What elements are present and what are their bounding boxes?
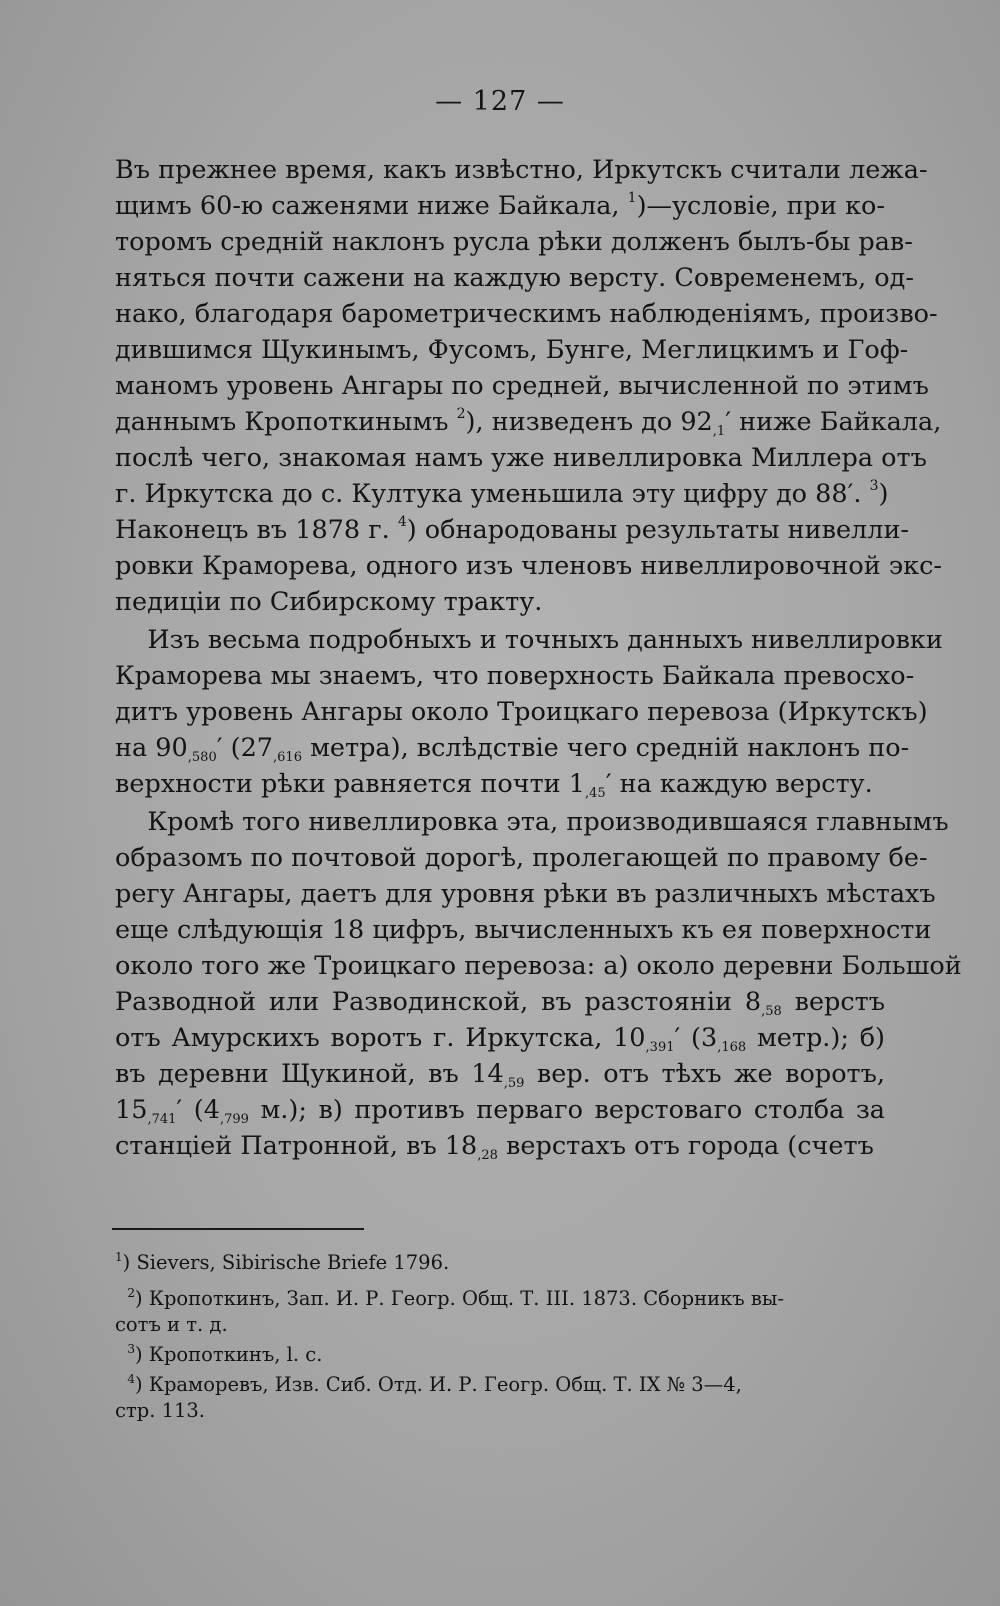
text-segment: ′ на каждую версту.	[605, 769, 873, 799]
text-segment: )—условіе, при ко-	[636, 191, 885, 221]
text-line	[115, 366, 929, 406]
text-line	[115, 510, 910, 550]
text-line	[115, 764, 885, 804]
text-line	[115, 1126, 885, 1166]
footnote-line	[115, 1310, 885, 1340]
footnote-line	[115, 1248, 885, 1278]
footnote-marker: 2	[456, 406, 466, 422]
text-segment: сотъ и т. д.	[115, 1313, 228, 1336]
text-segment: Краморева мы знаемъ, что поверхность Байкала превосхо-	[115, 661, 915, 691]
text-line	[115, 874, 936, 914]
text-segment: Наконецъ въ 1878 г.	[115, 515, 398, 545]
text-line	[115, 402, 942, 442]
decimal-subscript: ,45	[585, 786, 606, 801]
text-segment: Разводной или Разводинской, въ разстоянiи 8	[115, 987, 762, 1017]
text-segment: Изъ весьма подробныхъ и точныхъ данныхъ нивеллировки	[115, 625, 943, 655]
text-segment: ) Sievers, Sibirische Briefe 1796.	[122, 1251, 450, 1274]
text-segment	[115, 1373, 127, 1396]
text-line	[115, 728, 910, 768]
text-line	[115, 222, 913, 262]
text-segment: верстъ	[781, 987, 885, 1017]
text-line	[115, 1018, 885, 1058]
text-line	[115, 620, 943, 660]
decimal-subscript: ,168	[717, 1040, 747, 1055]
text-line	[115, 258, 914, 298]
text-segment: м.); в) противъ перваго верстоваго столба за	[248, 1095, 885, 1125]
text-segment: дитъ уровень Ангары около Троицкаго перевоза (Иркутскъ)	[115, 697, 928, 727]
footnote-separator	[112, 1228, 364, 1230]
text-line	[115, 1054, 885, 1094]
text-segment: торомъ среднiй наклонъ русла рѣки долженъ былъ-бы рав-	[115, 227, 913, 257]
text-segment: около того же Троицкаго перевоза: а) около деревни Большой	[115, 951, 962, 981]
text-segment: регу Ангары, даетъ для уровня рѣки въ различныхъ мѣстахъ	[115, 879, 936, 909]
text-segment: образомъ по почтовой дорогѣ, пролегающей по правому бе-	[115, 843, 928, 873]
text-segment: станцiей Патронной, въ 18	[115, 1131, 478, 1161]
text-segment: ′ (27	[216, 733, 274, 763]
text-line	[115, 802, 949, 842]
text-segment: на 90	[115, 733, 188, 763]
text-segment: въ деревни Щукиной, въ 14	[115, 1059, 504, 1089]
text-line	[115, 546, 942, 586]
footnote-marker: 1	[627, 190, 637, 206]
text-segment: стр. 113.	[115, 1399, 206, 1422]
decimal-subscript: ,28	[477, 1148, 498, 1163]
text-line	[115, 910, 932, 950]
text-line	[115, 330, 909, 370]
footnote-marker: 3	[127, 1342, 136, 1356]
text-segment: ′ (4	[176, 1095, 220, 1125]
text-line	[115, 438, 927, 478]
text-segment: отъ Амурскихъ воротъ г. Иркутска, 10	[115, 1023, 646, 1053]
text-segment: послѣ чего, знакомая намъ уже нивеллировка Миллера отъ	[115, 443, 927, 473]
decimal-subscript: ,1	[712, 424, 726, 439]
text-line	[115, 474, 889, 514]
decimal-subscript: ,741	[147, 1112, 177, 1127]
text-segment: Въ прежнее время, какъ извѣстно, Иркутскъ считали лежа-	[115, 155, 928, 185]
text-segment: маномъ уровень Ангары по средней, вычисленной по этимъ	[115, 371, 929, 401]
text-segment: ) Кропоткинъ, l. c.	[135, 1343, 323, 1366]
footnote-line	[115, 1396, 885, 1426]
text-segment: ′ ниже Байкала,	[725, 407, 942, 437]
text-line	[115, 582, 885, 622]
text-segment	[115, 1287, 127, 1310]
decimal-subscript: ,616	[273, 750, 302, 765]
footnote-marker: 4	[397, 514, 407, 530]
text-line	[115, 186, 885, 226]
footnote-line	[115, 1340, 885, 1370]
footnote-marker: 3	[869, 478, 879, 494]
text-segment: няться почти сажени на каждую версту. Современемъ, од-	[115, 263, 914, 293]
text-segment: нако, благодаря барометрическимъ наблюденiямъ, произво-	[115, 299, 938, 329]
text-segment: ), низведенъ до 92	[465, 407, 713, 437]
decimal-subscript: ,59	[503, 1076, 525, 1091]
decimal-subscript: ,391	[645, 1040, 675, 1055]
text-segment: даннымъ Кропоткинымъ	[115, 407, 457, 437]
footnote-marker: 2	[127, 1286, 136, 1300]
text-segment: дившимся Щукинымъ, Фусомъ, Бунге, Меглицкимъ и Гоф-	[115, 335, 909, 365]
text-line	[115, 946, 962, 986]
text-line	[115, 294, 938, 334]
decimal-subscript: ,580	[187, 750, 217, 765]
text-line	[115, 982, 885, 1022]
text-line	[115, 1090, 885, 1130]
text-segment: щимъ 60-ю саженями ниже Байкала,	[115, 191, 628, 221]
text-segment: верстахъ отъ города (счетъ	[497, 1131, 874, 1161]
footnote-marker: 1	[115, 1250, 123, 1264]
text-line	[115, 150, 928, 190]
text-segment: г. Иркутска до с. Култука уменьшила эту цифру до 88′.	[115, 479, 870, 509]
text-segment: еще слѣдующiя 18 цифръ, вычисленныхъ къ ея поверхности	[115, 915, 932, 945]
text-segment: метра), вслѣдствiе чего среднiй наклонъ по-	[301, 733, 910, 763]
text-segment: )	[878, 479, 889, 509]
text-segment	[115, 1343, 127, 1366]
text-segment: метр.); б)	[746, 1023, 886, 1053]
text-line	[115, 838, 928, 878]
text-segment: ′ (3	[674, 1023, 718, 1053]
text-segment: Кромѣ того нивеллировка эта, производившаяся главнымъ	[115, 807, 949, 837]
text-line	[115, 656, 915, 696]
decimal-subscript: ,58	[761, 1004, 782, 1019]
text-segment: ) обнародованы результаты нивелли-	[406, 515, 910, 545]
text-segment: педицiи по Сибирскому тракту.	[115, 587, 543, 617]
decimal-subscript: ,799	[219, 1112, 249, 1127]
text-segment: верхности рѣки равняется почти 1	[115, 769, 586, 799]
text-segment: 15	[115, 1095, 148, 1125]
page-number: — 127 —	[435, 86, 565, 117]
footnote-marker: 4	[127, 1372, 136, 1386]
text-segment: ) Краморевъ, Изв. Сиб. Отд. И. Р. Геогр. Общ. Т. IX № 3—4,	[135, 1373, 742, 1396]
text-segment: ) Кропоткинъ, Зап. И. Р. Геогр. Общ. Т. III. 1873. Сборникъ вы-	[135, 1287, 784, 1310]
text-segment: вер. отъ тѣхъ же воротъ,	[524, 1059, 885, 1089]
text-segment: ровки Краморева, одного изъ членовъ нивеллировочной экс-	[115, 551, 942, 581]
text-line	[115, 692, 928, 732]
